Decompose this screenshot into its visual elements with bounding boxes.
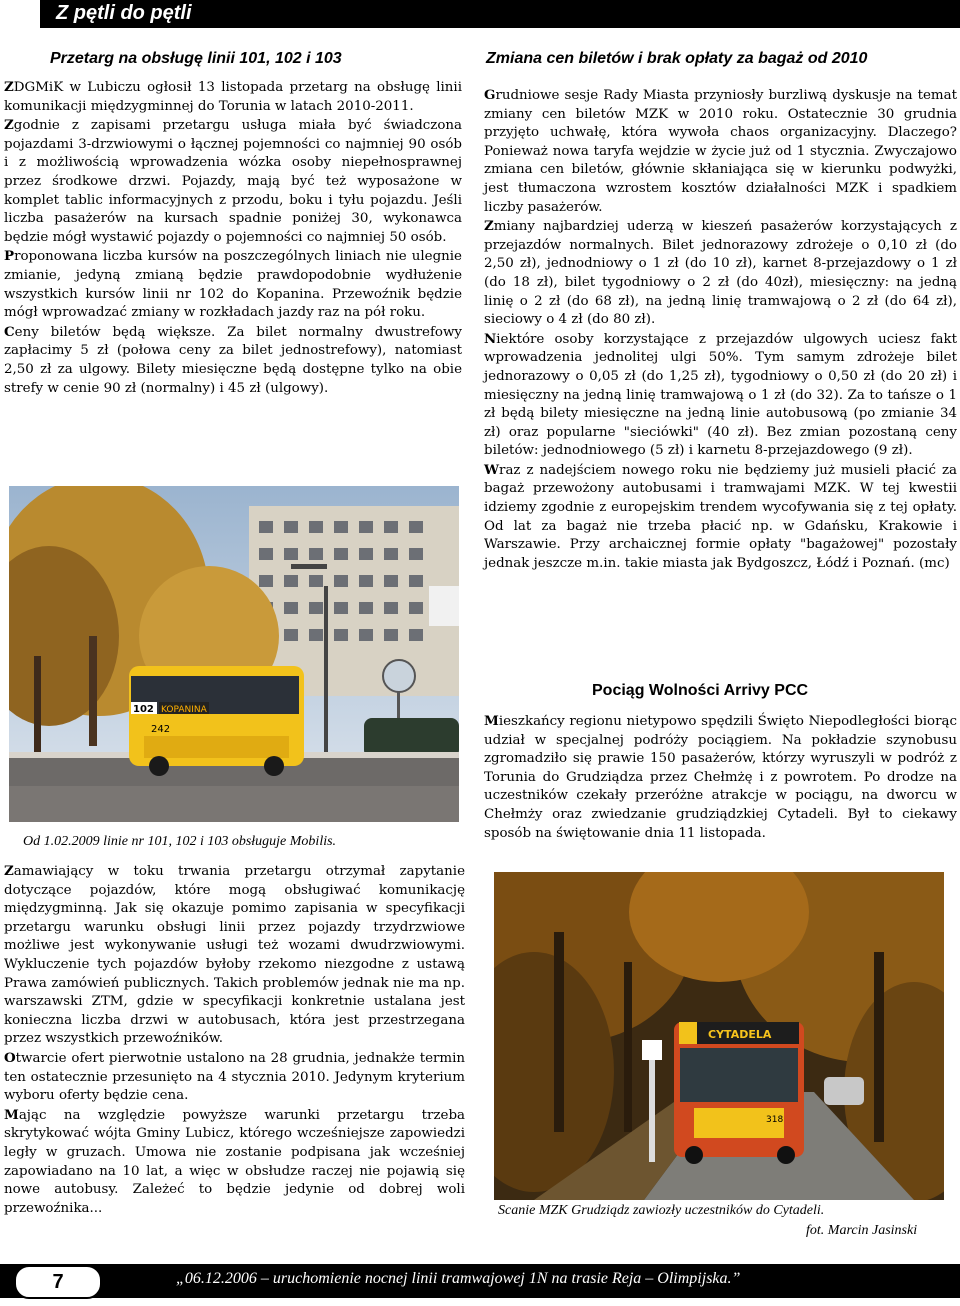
paragraph: ZDGMiK w Lubiczu ogłosił 13 listopada przetarg na obsługę linii komunikacji międzygminnej do Torunia w latach 2010-2011. bbox=[4, 79, 462, 114]
paragraph: Grudniowe sesje Rady Miasta przyniosły burzliwą dyskusje na temat zmiany cen biletów MZK w 2010 roku. Ostatecznie 30 grudnia przyjęto uchwałę, która wywoła chaos organizacyjny. Dlaczego? Ponieważ nowa taryfa wejdzie w życie już od 1 stycznia. Zwyczajowo zmiana cen biletów, głównie skłaniająca się w kierunku podwyżki, jest tłumaczona wzrostem kosztów działalności MZK i spadkiem liczby pasażerów. bbox=[484, 87, 957, 215]
right-article-title: Zmiana cen biletów i brak opłaty za bagaż od 2010 bbox=[486, 50, 868, 67]
paragraph: Proponowana liczba kursów na poszczególnych liniach nie ulegnie zmianie, jedyną zmianą będzie prawdopodobnie wydłużenie wszystkich kursów linii nr 102 do Kopanina. Przewoźnik będzie mógł wprowadzać zmiany w rozkładach jazdy raz na pół roku. bbox=[4, 248, 462, 321]
page-number: 7 bbox=[14, 1265, 102, 1299]
paragraph: Otwarcie ofert pierwotnie ustalono na 28 grudnia, jednakże termin ten ostatecznie przesunięto na 4 stycznia 2010. Jedynym kryterium wyboru oferty będzie cena. bbox=[4, 1049, 465, 1104]
bus-photo-illustration bbox=[9, 486, 459, 822]
paragraph: Ceny biletów będą większe. Za bilet normalny dwustrefowy zapłacimy 5 zł (połowa ceny za bilet jednostrefowy), natomiast 2,50 zł za ulgowy. Bilety miesięczne będą dostępne tylko na obie strefy w cenie 90 zł (normalny) i 45 zł (ulgowy). bbox=[4, 323, 462, 396]
bus-photo-caption: Od 1.02.2009 linie nr 101, 102 i 103 obsługuje Mobilis. bbox=[23, 834, 337, 849]
yellow-bus bbox=[129, 666, 304, 776]
bus-fleet-number: 242 bbox=[151, 724, 171, 735]
forest-bus-illustration bbox=[494, 872, 944, 1200]
section-title: Z pętli do pętli bbox=[56, 2, 192, 24]
cytadela-photo-caption: Scanie MZK Grudziądz zawiozły uczestników do Cytadeli. bbox=[498, 1203, 825, 1218]
bus-route-number: 102 bbox=[133, 704, 154, 715]
cytadela-bus-photo bbox=[494, 872, 944, 1200]
second-article-title: Pociąg Wolności Arrivy PCC bbox=[592, 682, 809, 699]
paragraph: Zamawiający w toku trwania przetargu otrzymał zapytanie dotyczące pojazdów, które mogą obsługiwać komunikację międzygminną. Jak się okazuje pomimo zapisania w specyfikacji przetargu warunku obsługi linii przez pojazdy trzydrzwiowe możliwe jest wykonywanie usługi też wozami dwudrzwiowymi. Wykluczenie tych pojazdów byłoby rzekomo niezgodne z ustawą Prawa zamówień publicznych. Takich problemów jednak nie ma np. warszawski ZTM, gdzie w specyfikacji konkretnie ustalana jest konieczna liczba drzwi w autobusach, która jest przestrzegana przez wszystkich przewoźników. bbox=[4, 863, 465, 1047]
paragraph: Zmiany najbardziej uderzą w kieszeń pasażerów korzystających z przejazdów normalnych. Bilet jednorazowy zdrożeje o 0,10 zł (do 2,50 zł), jednodniowy o 1 zł (do 10 zł), karnet 8-przejazdowy o 1 zł (do 18 zł), bilet tygodniowy o 2 zł (do 40zł), miesięczny: na jedną linię o 2 zł (do 68 zł), na jedną linię tramwajową o 2 zł (do 64 zł), sieciowy o 4 zł (do 80 zł). bbox=[484, 218, 957, 328]
photo-credit: fot. Marcin Jasinski bbox=[806, 1223, 918, 1238]
paragraph: Mieszkańcy regionu nietypowo spędzili Święto Niepodległości biorąc udział w specjalnej podróży pociągiem. Na pokładzie szynobusu zgromadziło się prawie 150 pasażerów, którzy wyruszyli w podróż z Torunia do Grudziądza przez Chełmżę i z powrotem. Po drodze na uczestników czekały przeróżne atrakcje w pociągu, na dworcu w Chełmży oraz zwiedzanie grudziądzkiej Cytadeli. Był to ciekawy sposób na świętowanie dnia 11 listopada. bbox=[484, 713, 957, 841]
left-article-body-2 bbox=[4, 862, 465, 1218]
bus-photo-mobilis bbox=[9, 486, 459, 822]
paragraph: Wraz z nadejściem nowego roku nie będziemy już musieli płacić za bagaż przewożony autobusami i tramwajami MZK. W tej kwestii idziemy zgodnie z europejskim trendem wycofywania się z tej opłaty. Od lat za bagaż nie trzeba płacić np. w Gdańsku, Krakowie i Warszawie. Przy archaicznej formie opłaty "bagażowej" pozostały jednak jeszcze m.in. takie miasta jak Bydgoszcz, Łódź i Poznań. (mc) bbox=[484, 461, 957, 571]
paragraph: Mając na względzie powyższe warunki przetargu trzeba skrytykować wójta Gminy Lubicz, którego wcześniejsze zapowiedzi legły w gruzach. Umowa nie zostanie podpisana jak wcześniej zapowiadano na 10 lat, a więc w obsłudze raczej nie pojawią się nowe autobusy. Zależeć to będzie jedynie od dobrej woli przewoźnika... bbox=[4, 1106, 465, 1216]
bus-destination-sign: CYTADELA bbox=[708, 1028, 772, 1041]
red-bus bbox=[674, 1022, 804, 1164]
paragraph: Zgodnie z zapisami przetargu usługa miała być świadczona pojazdami 3-drzwiowymi o łącznej pojemności co najmniej 90 osób i z możliwością wprowadzenia wózka osoby niepełnosprawnej przez środkowe drzwi. Pojazdy, mają być też wyposażone w komplet tablic informacyjnych z przodu, boku i tyłu pojazdu. Jeśli liczba pasażerów na kursach spadnie poniżej 30, wykonawca będzie mógł wystawić pojazdy o pojemności co najmniej 50 osób. bbox=[4, 117, 462, 245]
bus-destination-sign: KOPANINA bbox=[161, 705, 207, 715]
footer-note: „06.12.2006 – uruchomienie nocnej linii tramwajowej 1N na trasie Reja – Olimpijska.” bbox=[176, 1270, 741, 1287]
left-article-body-1 bbox=[4, 78, 462, 398]
paragraph: Niektóre osoby korzystające z przejazdów ulgowych uciesz fakt wprowadzenia jednolitej ulgi 50%. Tym samym zdrożeje bilet jednorazowy o 0,05 zł (do 1,25 zł), tygodniowy o 0,50 zł (do 20 zł) i miesięczny na jedną linię tramwajową o 1 zł (do 32). Za to tańsze o 1 zł będą bilety miesięczne na jedną linie autobusową (po zmianie 34 zł) oraz popularne "sieciówki" (40 zł). Bez zmian pozostaną ceny biletów: jednodniowego (5 zł) i karnetu 8-przejazdowego (9 zł). bbox=[484, 330, 957, 459]
left-article-title: Przetarg na obsługę linii 101, 102 i 103 bbox=[50, 50, 342, 67]
header-bar bbox=[40, 0, 960, 28]
second-article-body bbox=[484, 712, 957, 843]
bus-fleet-number: 318 bbox=[766, 1115, 784, 1125]
right-article-body bbox=[484, 86, 957, 573]
